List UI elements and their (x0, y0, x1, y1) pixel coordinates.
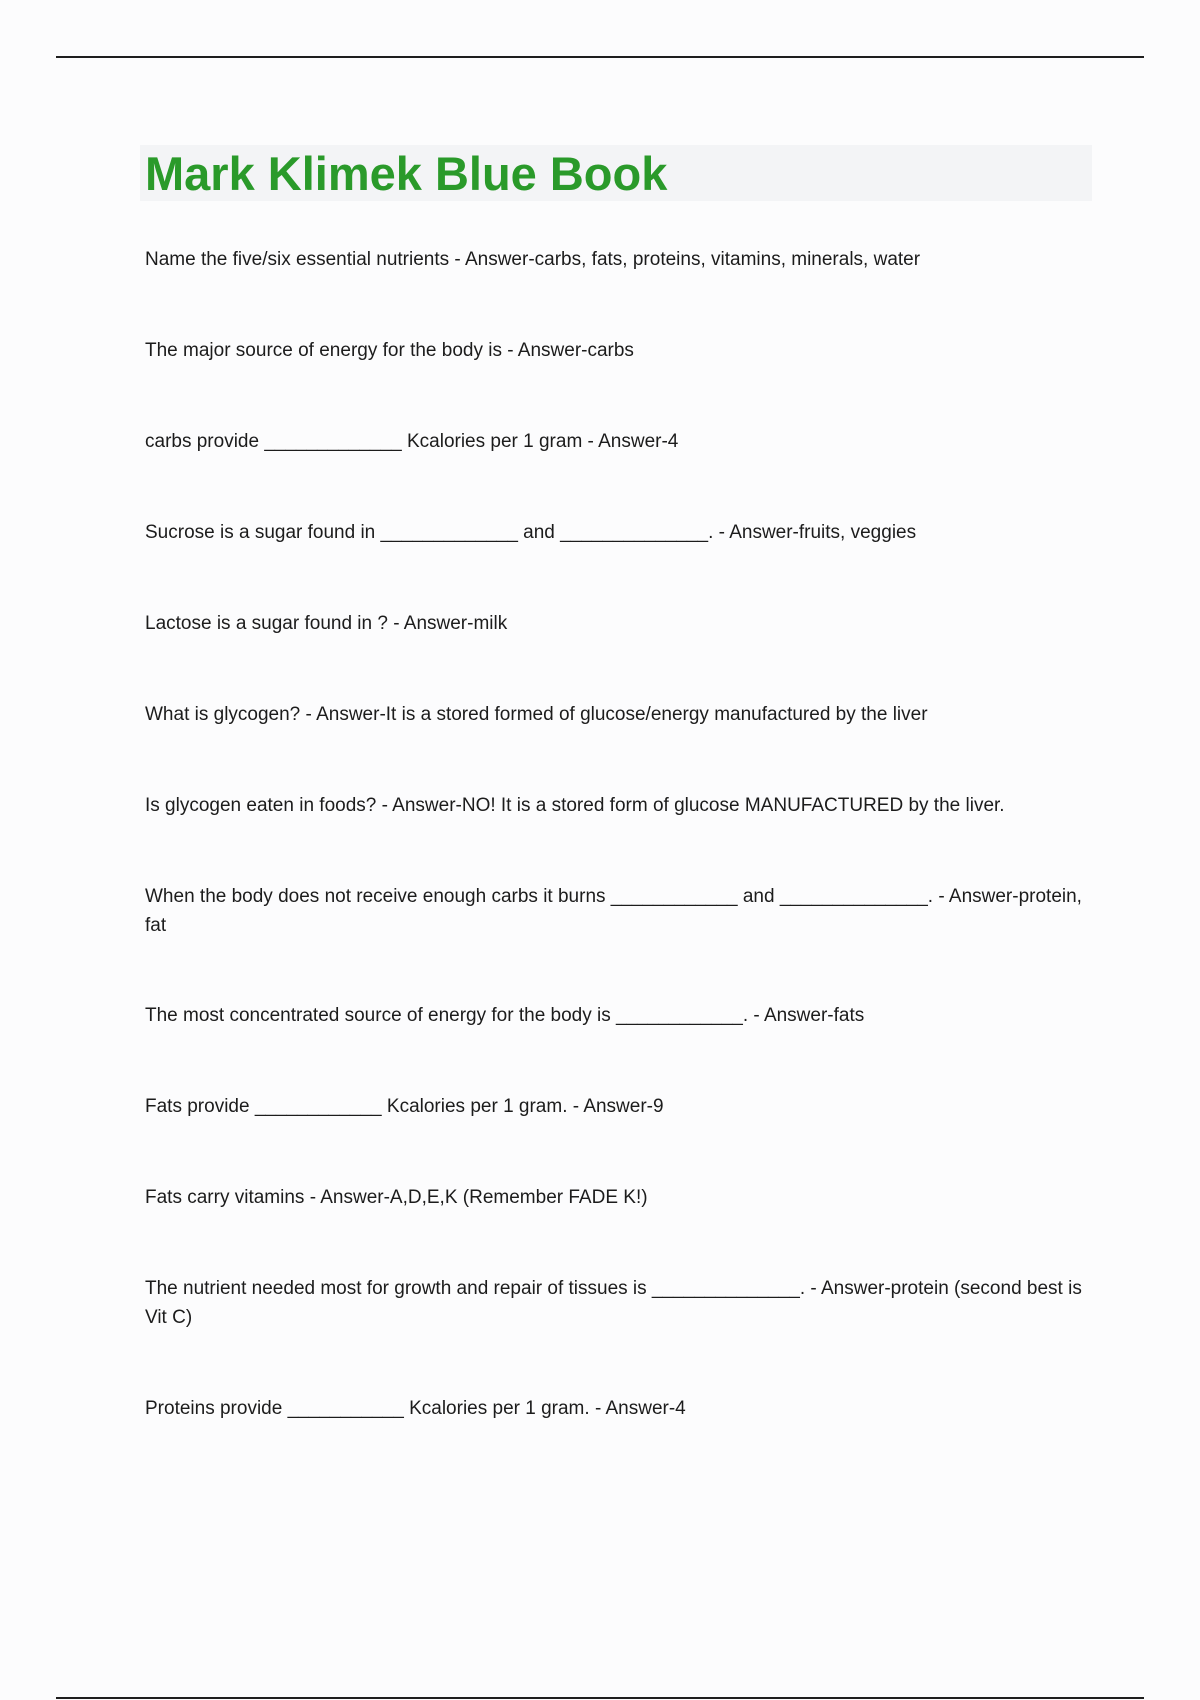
top-rule (56, 56, 1144, 58)
qa-item: Lactose is a sugar found in ? - Answer-milk (145, 613, 508, 634)
qa-item: Is glycogen eaten in foods? - Answer-NO! It is a stored form of glucose MANUFACTURED by the liver. (145, 795, 1005, 816)
qa-item: Proteins provide ___________ Kcalories per 1 gram. - Answer-4 (145, 1398, 686, 1419)
qa-item: The most concentrated source of energy for the body is ____________. - Answer-fats (145, 1005, 865, 1026)
qa-item: carbs provide _____________ Kcalories per 1 gram - Answer-4 (145, 431, 679, 452)
qa-item: The major source of energy for the body is - Answer-carbs (145, 340, 634, 361)
bottom-rule (56, 1697, 1144, 1699)
document-title: Mark Klimek Blue Book (145, 147, 668, 200)
qa-item: Name the five/six essential nutrients - Answer-carbs, fats, proteins, vitamins, minerals, water (145, 249, 921, 270)
qa-item: Sucrose is a sugar found in _____________ and ______________. - Answer-fruits, veggies (145, 522, 917, 543)
qa-item: What is glycogen? - Answer-It is a stored formed of glucose/energy manufactured by the liver (145, 704, 928, 725)
qa-item: The nutrient needed most for growth and repair of tissues is ______________. - Answer-protein (second best is Vit C) (145, 1278, 1082, 1328)
qa-item: When the body does not receive enough carbs it burns ____________ and ______________. - Answer-protein, fat (145, 886, 1082, 936)
qa-item: Fats provide ____________ Kcalories per 1 gram. - Answer-9 (145, 1096, 664, 1117)
qa-item: Fats carry vitamins - Answer-A,D,E,K (Remember FADE K!) (145, 1187, 648, 1208)
